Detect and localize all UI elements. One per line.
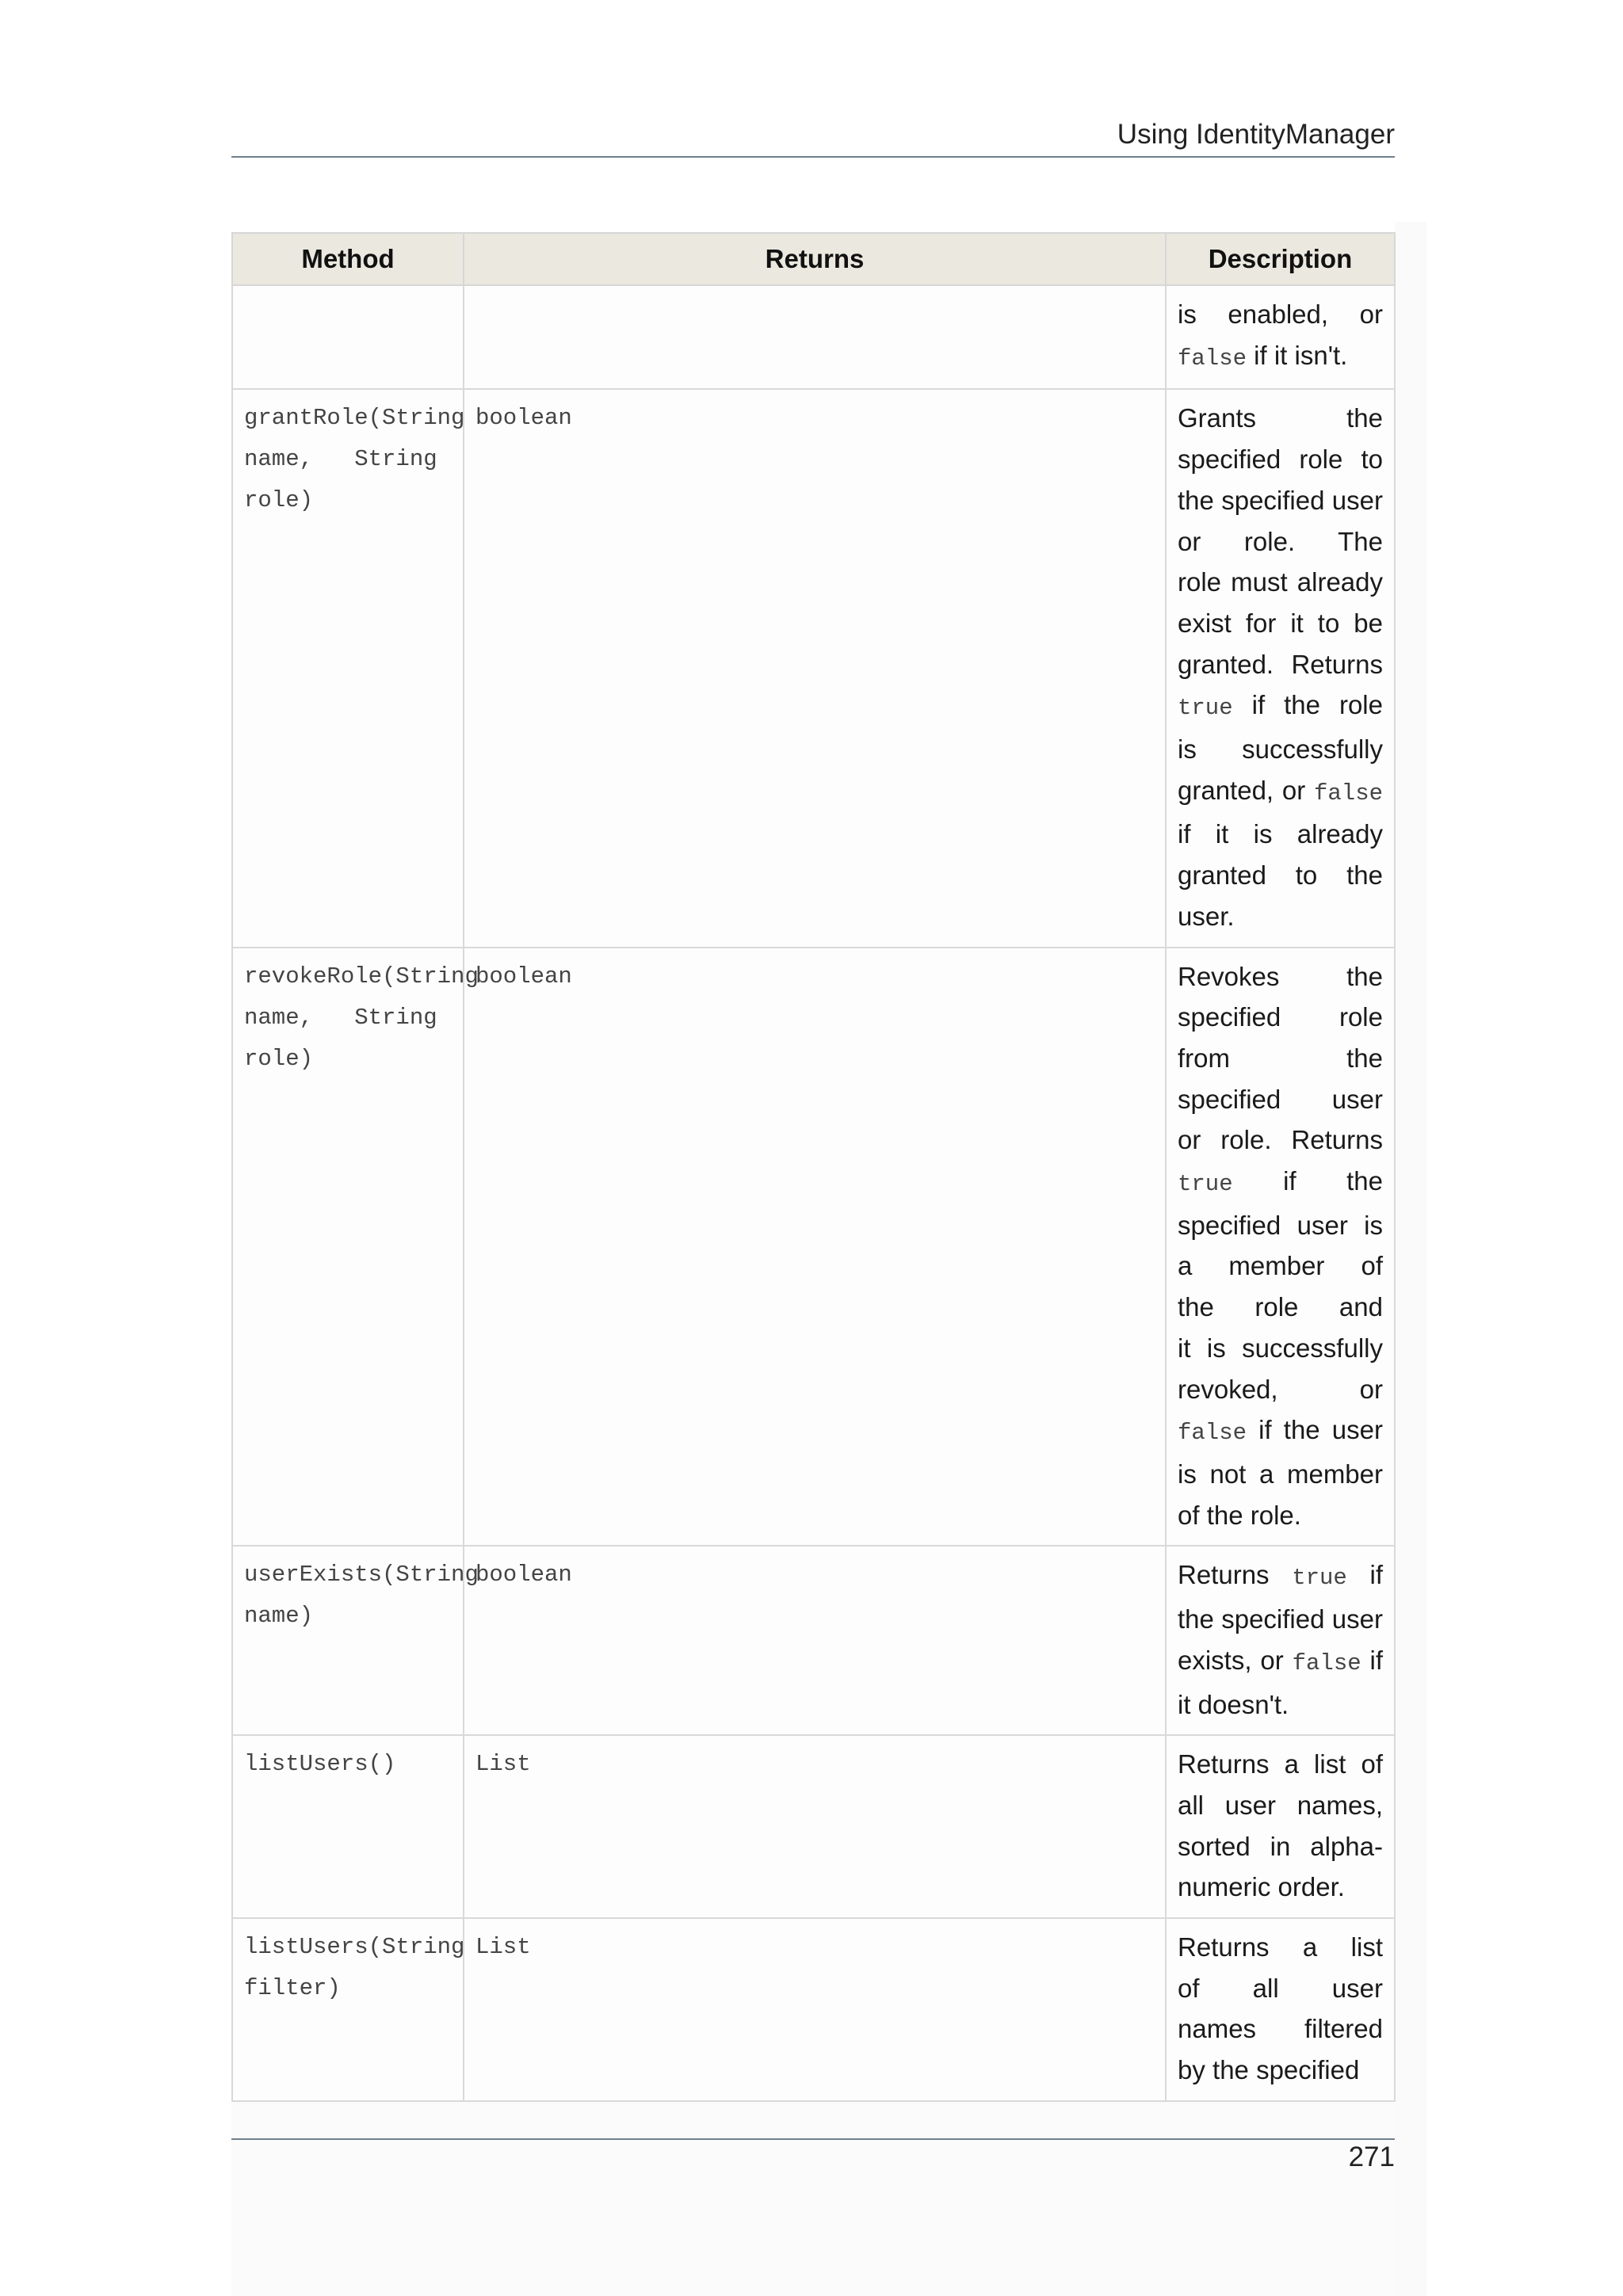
- running-header: Using IdentityManager: [1117, 119, 1395, 150]
- description-line: [1178, 1744, 1383, 1785]
- description-text: Returns a list of: [1178, 1749, 1383, 1779]
- description-line: [1178, 770, 1383, 814]
- inline-code: false: [1313, 780, 1383, 807]
- description-line: [1178, 896, 1383, 937]
- returns-cell: [464, 285, 1166, 389]
- description-cell: [1166, 285, 1395, 389]
- description-text: by the specified: [1178, 2055, 1360, 2085]
- page-margin-shade: [1395, 222, 1426, 2296]
- description-line: [1178, 521, 1383, 563]
- description-text: of all user: [1178, 1973, 1383, 2003]
- description-text: is enabled, or: [1178, 299, 1383, 329]
- inline-code: true: [1178, 695, 1233, 722]
- inline-code: false: [1292, 1650, 1361, 1676]
- description-line: [1178, 603, 1383, 644]
- api-methods-table: [231, 232, 1396, 2102]
- description-text: exist for it to be: [1178, 608, 1383, 638]
- description-line: [1178, 1409, 1383, 1454]
- description-line: [1178, 1454, 1383, 1495]
- description-line: [1178, 1161, 1383, 1205]
- table-row: [232, 1735, 1395, 1918]
- returns-cell: boolean: [464, 948, 1166, 1547]
- description-line: [1178, 1785, 1383, 1826]
- method-cell: userExists(String name): [232, 1546, 464, 1735]
- method-cell: [232, 285, 464, 389]
- column-header-method: Method: [232, 233, 464, 285]
- description-line: [1178, 1079, 1383, 1120]
- description-text: numeric order.: [1178, 1872, 1345, 1902]
- returns-cell: boolean: [464, 1546, 1166, 1735]
- description-text: or role. Returns: [1178, 1125, 1383, 1155]
- inline-code: false: [1178, 1420, 1247, 1447]
- returns-cell: boolean: [464, 389, 1166, 947]
- description-text: if: [1346, 1560, 1384, 1590]
- column-header-returns: Returns: [464, 233, 1166, 285]
- description-text: if the: [1232, 1166, 1383, 1196]
- description-line: [1178, 1119, 1383, 1161]
- description-text: if it is already: [1178, 819, 1383, 849]
- description-line: [1178, 562, 1383, 603]
- description-text: granted. Returns: [1178, 649, 1383, 679]
- description-line: [1178, 814, 1383, 855]
- description-text: sorted in alpha-: [1178, 1831, 1383, 1861]
- description-text: Grants the: [1178, 403, 1383, 433]
- description-text: Returns a list: [1178, 1932, 1383, 1962]
- description-line: [1178, 1826, 1383, 1867]
- description-line: [1178, 1328, 1383, 1369]
- description-text: is successfully: [1178, 734, 1383, 765]
- description-text: Returns: [1178, 1560, 1293, 1590]
- description-line: [1178, 1867, 1383, 1908]
- description-text: the role and: [1178, 1292, 1383, 1322]
- description-line: [1178, 1684, 1383, 1726]
- description-line: [1178, 1495, 1383, 1536]
- description-line: [1178, 2050, 1383, 2091]
- description-line: [1178, 439, 1383, 480]
- description-text: it is successfully: [1178, 1333, 1383, 1363]
- description-text: or role. The: [1178, 526, 1383, 556]
- table-row: [232, 948, 1395, 1547]
- description-text: it doesn't.: [1178, 1689, 1289, 1719]
- description-text: granted to the: [1178, 860, 1383, 891]
- method-cell: revokeRole(String name, String role): [232, 948, 464, 1547]
- description-text: names filtered: [1178, 2014, 1383, 2044]
- description-line: [1178, 398, 1383, 439]
- method-cell: grantRole(String name, String role): [232, 389, 464, 947]
- description-text: revoked, or: [1178, 1374, 1383, 1404]
- description-cell: [1166, 389, 1395, 947]
- description-cell: [1166, 1735, 1395, 1918]
- description-line: [1178, 729, 1383, 770]
- description-text: specified user: [1178, 1084, 1383, 1114]
- description-text: all user names,: [1178, 1790, 1383, 1820]
- description-text: role must already: [1178, 567, 1383, 597]
- description-cell: [1166, 1918, 1395, 2101]
- description-line: [1178, 480, 1383, 521]
- column-header-description: Description: [1166, 233, 1395, 285]
- description-text: of the role.: [1178, 1500, 1301, 1530]
- description-line: [1178, 294, 1383, 335]
- description-text: if: [1361, 1645, 1383, 1675]
- description-text: the specified user: [1178, 1604, 1383, 1634]
- description-text: user.: [1178, 901, 1235, 931]
- method-cell: listUsers(): [232, 1735, 464, 1918]
- description-text: specified role to: [1178, 444, 1383, 475]
- description-line: [1178, 855, 1383, 896]
- returns-cell: List: [464, 1735, 1166, 1918]
- table-row: [232, 285, 1395, 389]
- description-line: [1178, 1599, 1383, 1640]
- method-cell: listUsers(String filter): [232, 1918, 464, 2101]
- description-line: [1178, 1369, 1383, 1410]
- description-line: [1178, 685, 1383, 729]
- description-text: Revokes the: [1178, 961, 1383, 991]
- description-cell: [1166, 948, 1395, 1547]
- description-text: if the user: [1247, 1415, 1383, 1445]
- description-line: [1178, 997, 1383, 1038]
- description-text: is not a member: [1178, 1459, 1383, 1489]
- description-line: [1178, 1968, 1383, 2009]
- description-text: from the: [1178, 1043, 1383, 1073]
- table-row: [232, 389, 1395, 947]
- description-line: [1178, 1038, 1383, 1079]
- table-row: [232, 1546, 1395, 1735]
- inline-code: true: [1178, 1171, 1233, 1198]
- description-line: [1178, 335, 1383, 379]
- description-line: [1178, 2008, 1383, 2050]
- description-line: [1178, 1554, 1383, 1599]
- description-line: [1178, 1245, 1383, 1287]
- description-text: if it isn't.: [1247, 340, 1348, 370]
- returns-cell: List: [464, 1918, 1166, 2101]
- page-number: 271: [1348, 2142, 1395, 2172]
- inline-code: true: [1292, 1565, 1347, 1592]
- description-line: [1178, 1927, 1383, 1968]
- table-row: [232, 1918, 1395, 2101]
- description-text: the specified user: [1178, 485, 1383, 515]
- inline-code: false: [1178, 345, 1247, 372]
- description-line: [1178, 956, 1383, 997]
- description-text: specified user is: [1178, 1210, 1383, 1240]
- description-text: specified role: [1178, 1002, 1383, 1032]
- description-text: granted, or: [1178, 775, 1314, 805]
- description-text: if the role: [1232, 690, 1383, 720]
- description-line: [1178, 1205, 1383, 1246]
- description-text: exists, or: [1178, 1645, 1293, 1675]
- description-line: [1178, 644, 1383, 685]
- description-cell: [1166, 1546, 1395, 1735]
- description-line: [1178, 1640, 1383, 1684]
- description-text: a member of: [1178, 1251, 1383, 1281]
- description-line: [1178, 1287, 1383, 1328]
- table-header-row: [232, 233, 1395, 285]
- header-rule: [231, 156, 1395, 158]
